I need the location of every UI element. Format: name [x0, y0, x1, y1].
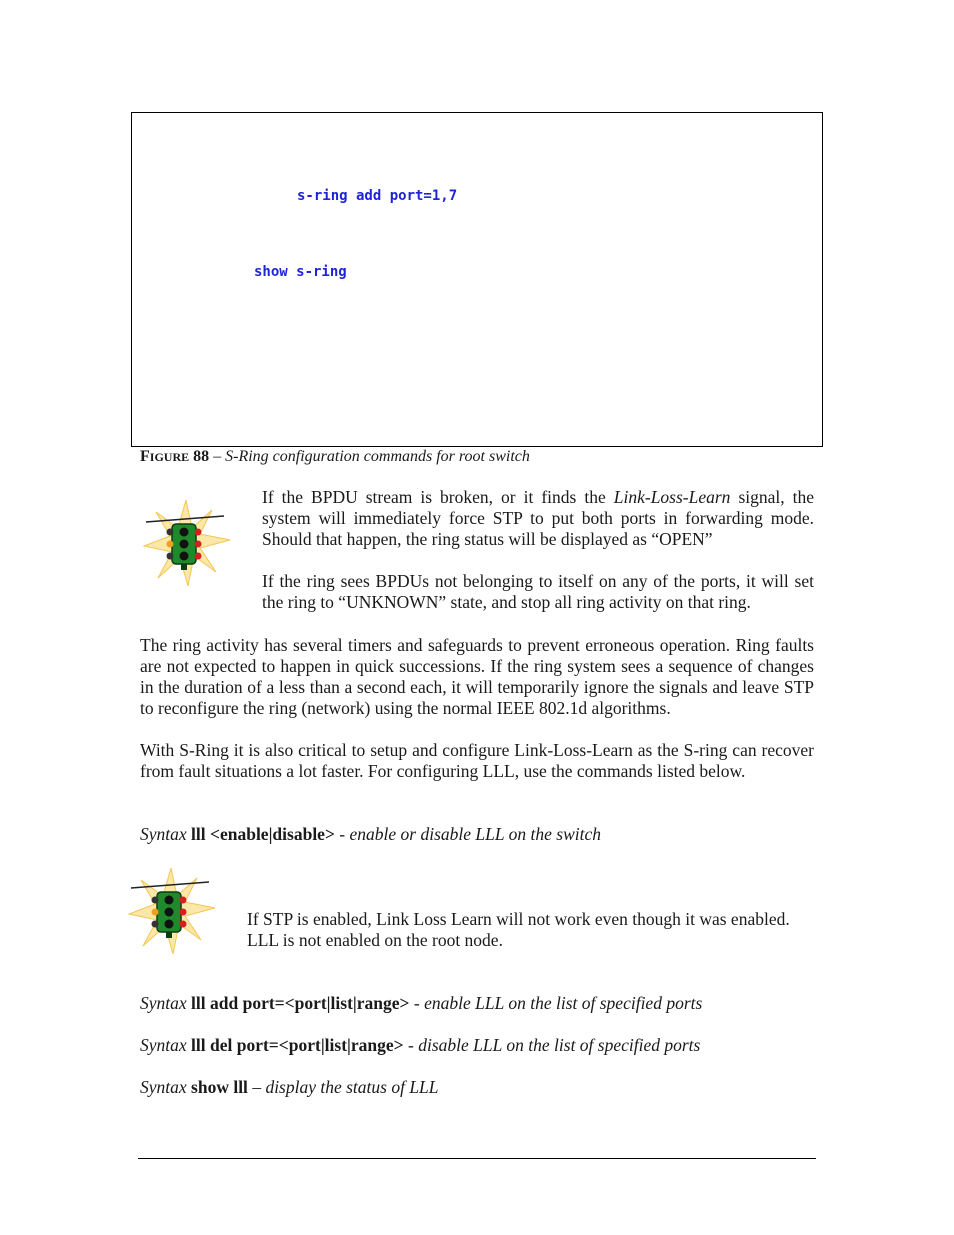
body-paragraph-1: The ring activity has several timers and safeguards to prevent erroneous operation. Ring faults are not expected to happen in quick successions. If the ring system sees a sequence of changes in the duration of a less than a second each, it will temporarily ignore the signals and leave STP to reconfigure the ring (network) using the normal IEEE 802.1d algorithms.	[140, 635, 814, 718]
note-paragraph-1: If the BPDU stream is broken, or it finds the Link-Loss-Learn signal, the system will immediately force STP to put both ports in forwarding mode. Should that happen, the ring status will be displayed as “OPEN”	[262, 487, 815, 549]
footer-divider	[138, 1158, 816, 1159]
syntax-line-enable: Syntax lll <enable|disable> - enable or disable LLL on the switch	[140, 824, 601, 844]
command-box	[131, 112, 823, 447]
traffic-light-icon-2	[125, 866, 217, 958]
note-paragraph-3: If STP is enabled, Link Loss Learn will not work even though it was enabled. LLL is not enabled on the root node.	[247, 909, 790, 950]
command-line-2: show s-ring	[254, 264, 347, 280]
command-line-1: s-ring add port=1,7	[297, 188, 458, 204]
syntax-line-add: Syntax lll add port=<port|list|range> - enable LLL on the list of specified ports	[140, 993, 703, 1013]
syntax-line-show: Syntax show lll – display the status of LLL	[140, 1077, 439, 1097]
figure-caption: FIGURE 88 – S-Ring configuration commands for root switch	[140, 448, 530, 465]
traffic-light-icon	[140, 498, 232, 590]
note-paragraph-2: If the ring sees BPDUs not belonging to itself on any of the ports, it will set the ring to “UNKNOWN” state, and stop all ring activity on that ring.	[262, 571, 814, 612]
syntax-line-del: Syntax lll del port=<port|list|range> - disable LLL on the list of specified ports	[140, 1035, 701, 1055]
body-paragraph-2: With S-Ring it is also critical to setup and configure Link-Loss-Learn as the S-ring can recover from fault situations a lot faster. For configuring LLL, use the commands listed below.	[140, 740, 814, 781]
